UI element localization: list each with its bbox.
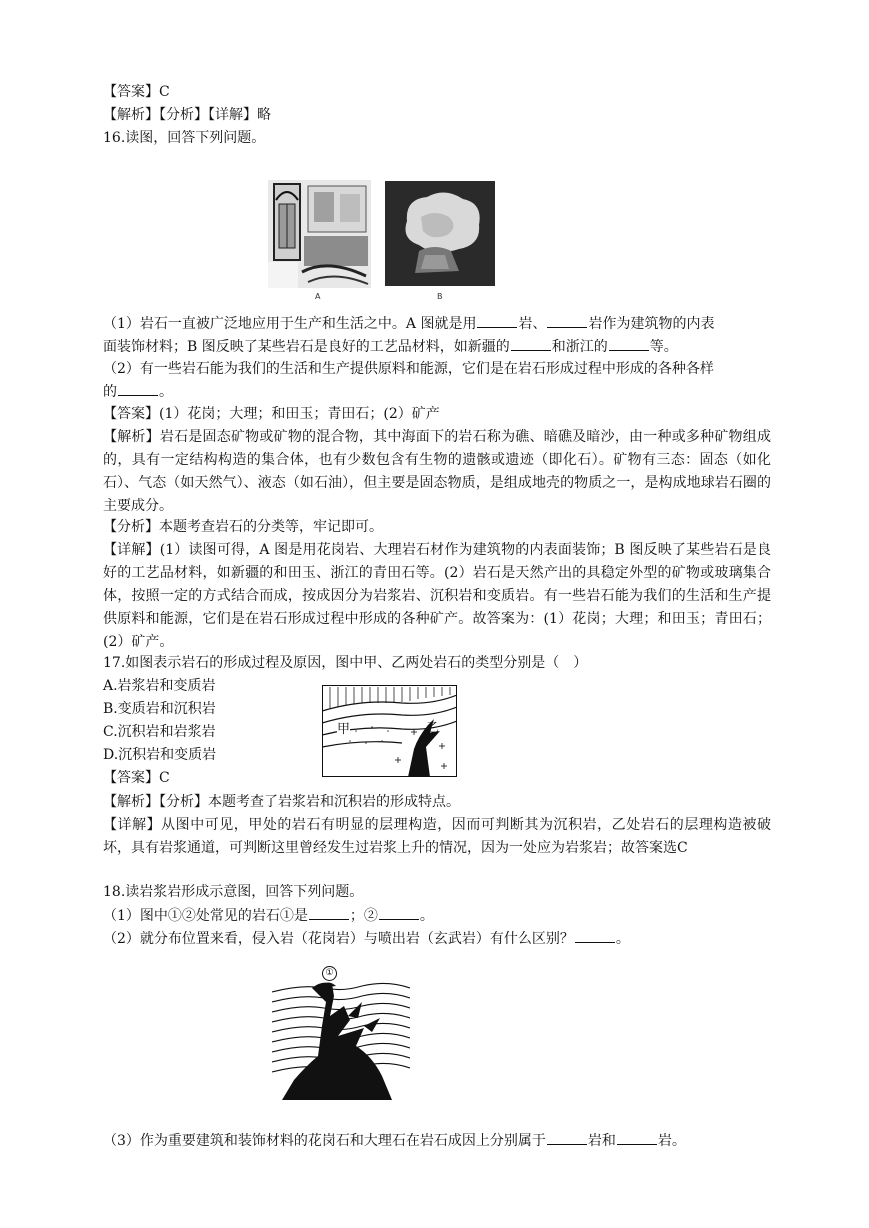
q17-stem: 17.如图表示岩石的形成过程及原因，图中甲、乙两处岩石的类型分别是（ ） [103, 655, 588, 671]
q17-option-d[interactable]: D.沉积岩和变质岩 [103, 747, 217, 763]
q18-blank-5[interactable] [617, 1130, 657, 1145]
q16-blank-2[interactable] [547, 313, 587, 328]
q18-part1: （1）图中①②处常见的岩石①是 ；② 。 [103, 905, 434, 926]
q17-option-a[interactable]: A.岩浆岩和变质岩 [103, 678, 216, 694]
q17-option-c[interactable]: C.沉积岩和岩浆岩 [103, 724, 216, 740]
q16-blank-3[interactable] [511, 336, 551, 351]
q17-detail: 【详解】从图中可见，甲处的岩石有明显的层理构造，因而可判断其为沉积岩，乙处岩石的层理构造被破坏，具有岩浆通道，可判断这里曾经发生过岩浆上升的情况，因为一处应为岩浆岩；故答案选C [103, 817, 771, 856]
q16-analysis: 【解析】岩石是固态矿物或矿物的混合物，其中海面下的岩石称为礁、暗礁及暗沙，由一种或多种矿物组成的，具有一定结构构造的集合体，也有少数包含有生物的遗骸或遗迹（即化石）。矿物有三态：固态（如化石）、气态（如天然气）、液态（如石油），但主要是固态物质，是组成地壳的物质之一，是构成地球岩石圈的主要成分。 [103, 429, 771, 514]
q18-part2: （2）就分布位置来看，侵入岩（花岗岩）与喷出岩（玄武岩）有什么区别？ 。 [103, 928, 630, 949]
q16-figure-a-building-photo [268, 180, 371, 288]
q16-blank-5[interactable] [118, 381, 158, 396]
q17-figure-label-yi: 乙 [426, 721, 440, 736]
q17-analysis: 【解析】【分析】本题考查了岩浆岩和沉积岩的形成特点。 [103, 794, 460, 810]
q17-figure-label-jia: 甲 [337, 722, 351, 737]
q16-blank-1[interactable] [477, 313, 517, 328]
q18-magma-rock-diagram [272, 966, 410, 1100]
q16-figure-a-label: A [315, 292, 321, 301]
q16-part1-line2: 面装饰材料；B 图反映了某些岩石是良好的工艺品材料，如新疆的 和浙江的 等。 [103, 336, 678, 357]
q18-figure-marker-1: ① [322, 966, 337, 981]
q16-blank-4[interactable] [609, 336, 649, 351]
q16-figure-b-jade-photo [385, 181, 495, 286]
q18-blank-2[interactable] [379, 905, 419, 920]
q18-stem: 18.读岩浆岩形成示意图，回答下列问题。 [103, 884, 364, 900]
q15-answer: 【答案】C [103, 84, 170, 100]
q16-stem: 16.读图，回答下列问题。 [103, 130, 266, 146]
q16-answer: 【答案】(1）花岗；大理；和田玉；青田石；(2）矿产 [103, 406, 440, 422]
q16-part2-line2: 的 。 [103, 381, 173, 402]
q15-analysis: 【解析】【分析】【详解】略 [103, 107, 271, 123]
q16-figure-b-label: B [437, 292, 443, 301]
q16-fenxi: 【分析】本题考查岩石的分类等，牢记即可。 [103, 519, 383, 535]
q17-answer: 【答案】C [103, 770, 170, 786]
q18-blank-4[interactable] [547, 1130, 587, 1145]
q18-blank-1[interactable] [309, 905, 349, 920]
q16-part1-line1: （1）岩石一直被广泛地应用于生产和生活之中。A 图就是用 岩、 岩作为建筑物的内表 [103, 313, 714, 334]
q18-blank-3[interactable] [575, 928, 615, 943]
q16-part2-line1: （2）有一些岩石能为我们的生活和生产提供原料和能源，它们是在岩石形成过程中形成的各种各样 [103, 361, 714, 377]
q17-option-b[interactable]: B.变质岩和沉积岩 [103, 701, 216, 717]
q18-part3: （3）作为重要建筑和装饰材料的花岗石和大理石在岩石成因上分别属于 岩和 岩。 [103, 1130, 686, 1151]
q16-detail: 【详解】(1）读图可得，A 图是用花岗岩、大理岩石材作为建筑物的内表面装饰；B 图反映了某些岩石是良好的工艺品材料，如新疆的和田玉、浙江的青田石等。(2）岩石是天然产出的具稳定外型的矿物或玻璃集合体，按照一定的方式结合而成，按成因分为岩浆岩、沉积岩和变质岩。有一些岩石能为我们的生活和生产提供原料和能源，它们是在岩石形成过程中形成的各种矿产。故答案为：(1）花岗；大理；和田玉；青田石；(2）矿产。 [103, 542, 771, 650]
